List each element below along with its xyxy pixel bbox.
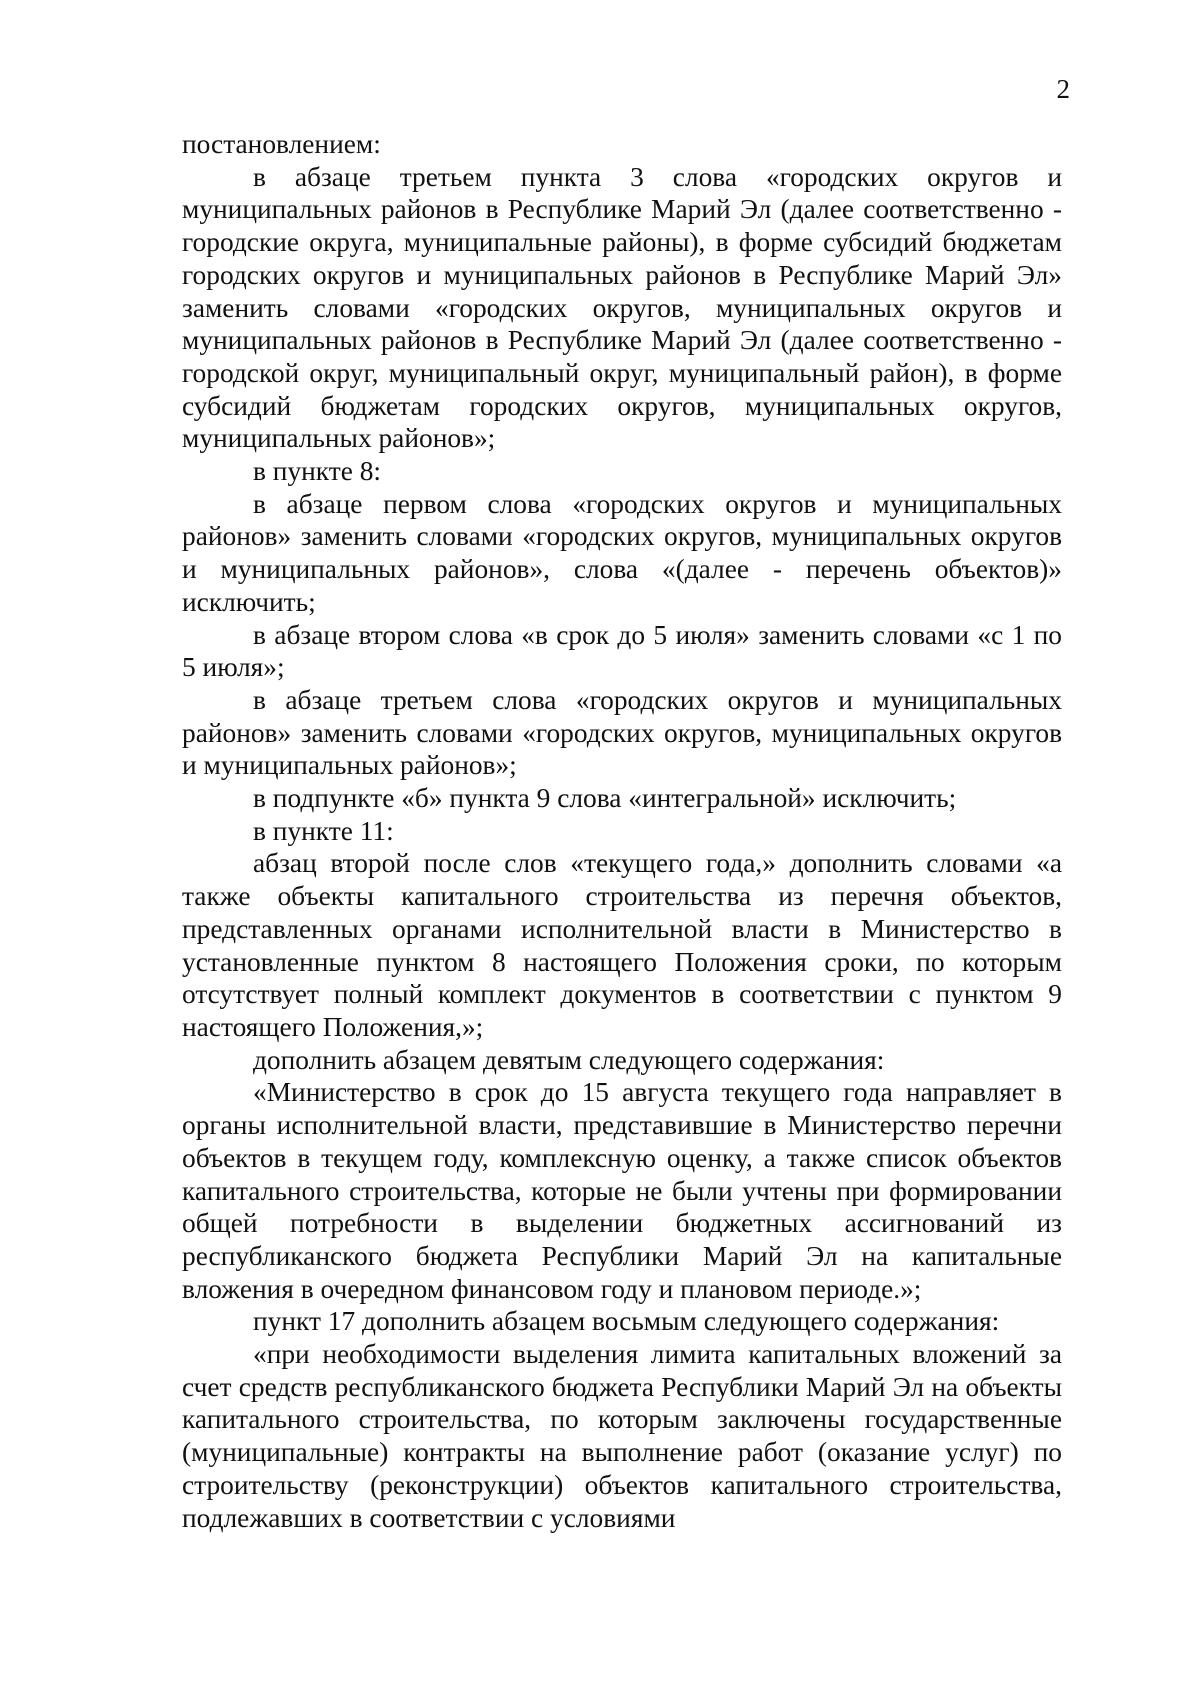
- paragraph: в абзаце третьем слова «городских округов и муниципальных районов» заменить словами «городских округов, муниципальных округов и муниципальных районов»;: [182, 684, 1062, 781]
- paragraph: в подпункте «б» пункта 9 слова «интегральной» исключить;: [253, 783, 957, 814]
- paragraph: в пункте 11:: [253, 815, 394, 846]
- paragraph: в абзаце втором слова «в срок до 5 июля» заменить словами «с 1 по 5 июля»;: [182, 619, 1062, 683]
- paragraph: «Министерство в срок до 15 августа текущего года направляет в органы исполнительной власти, представившие в Министерство перечни объектов в текущем году, комплексную оценку, а также список объектов капитального строительства, которые не были учтены при формировании общей потребности в выделении бюджетных ассигнований из республиканского бюджета Республики Марий Эл на капитальные вложения в очередном финансовом году и плановом периоде.»;: [182, 1077, 1062, 1304]
- page-number: 2: [1056, 74, 1070, 104]
- paragraph: «при необходимости выделения лимита капитальных вложений за счет средств республиканского бюджета Республики Марий Эл на объекты капитального строительства, по которым заключены государственные (муниципальные) контракты на выполнение работ (оказание услуг) по строительству (реконструкции) объектов капитального строительства, подлежавших в соответствии с условиями: [182, 1339, 1062, 1533]
- paragraph: абзац второй после слов «текущего года,» дополнить словами «а также объекты капитального строительства из перечня объектов, представленных органами исполнительной власти в Министерство в установленные пунктом 8 настоящего Положения сроки, по которым отсутствует полный комплект документов в соответствии с пунктом 9 настоящего Положения,»;: [182, 848, 1062, 1042]
- document-body: [182, 128, 1062, 1534]
- paragraph: в абзаце первом слова «городских округов и муниципальных районов» заменить словами «городских округов, муниципальных округов и муниципальных районов», слова «(далее - перечень объектов)» исключить;: [182, 488, 1062, 617]
- paragraph: дополнить абзацем девятым следующего содержания:: [253, 1044, 885, 1075]
- paragraph: в пункте 8:: [253, 456, 382, 487]
- paragraph: в абзаце третьем пункта 3 слова «городских округов и муниципальных районов в Республике Марий Эл (далее соответственно - городские округа, муниципальные районы), в форме субсидий бюджетам городских округов и муниципальных районов в Республике Марий Эл» заменить словами «городских округов, муниципальных округов и муниципальных районов в Республике Марий Эл (далее соответственно - городской округ, муниципальный округ, муниципальный район), в форме субсидий бюджетам городских округов, муниципальных округов, муниципальных районов»;: [182, 161, 1062, 454]
- paragraph: постановлением:: [182, 129, 381, 159]
- paragraph: пункт 17 дополнить абзацем восьмым следующего содержания:: [253, 1306, 1000, 1337]
